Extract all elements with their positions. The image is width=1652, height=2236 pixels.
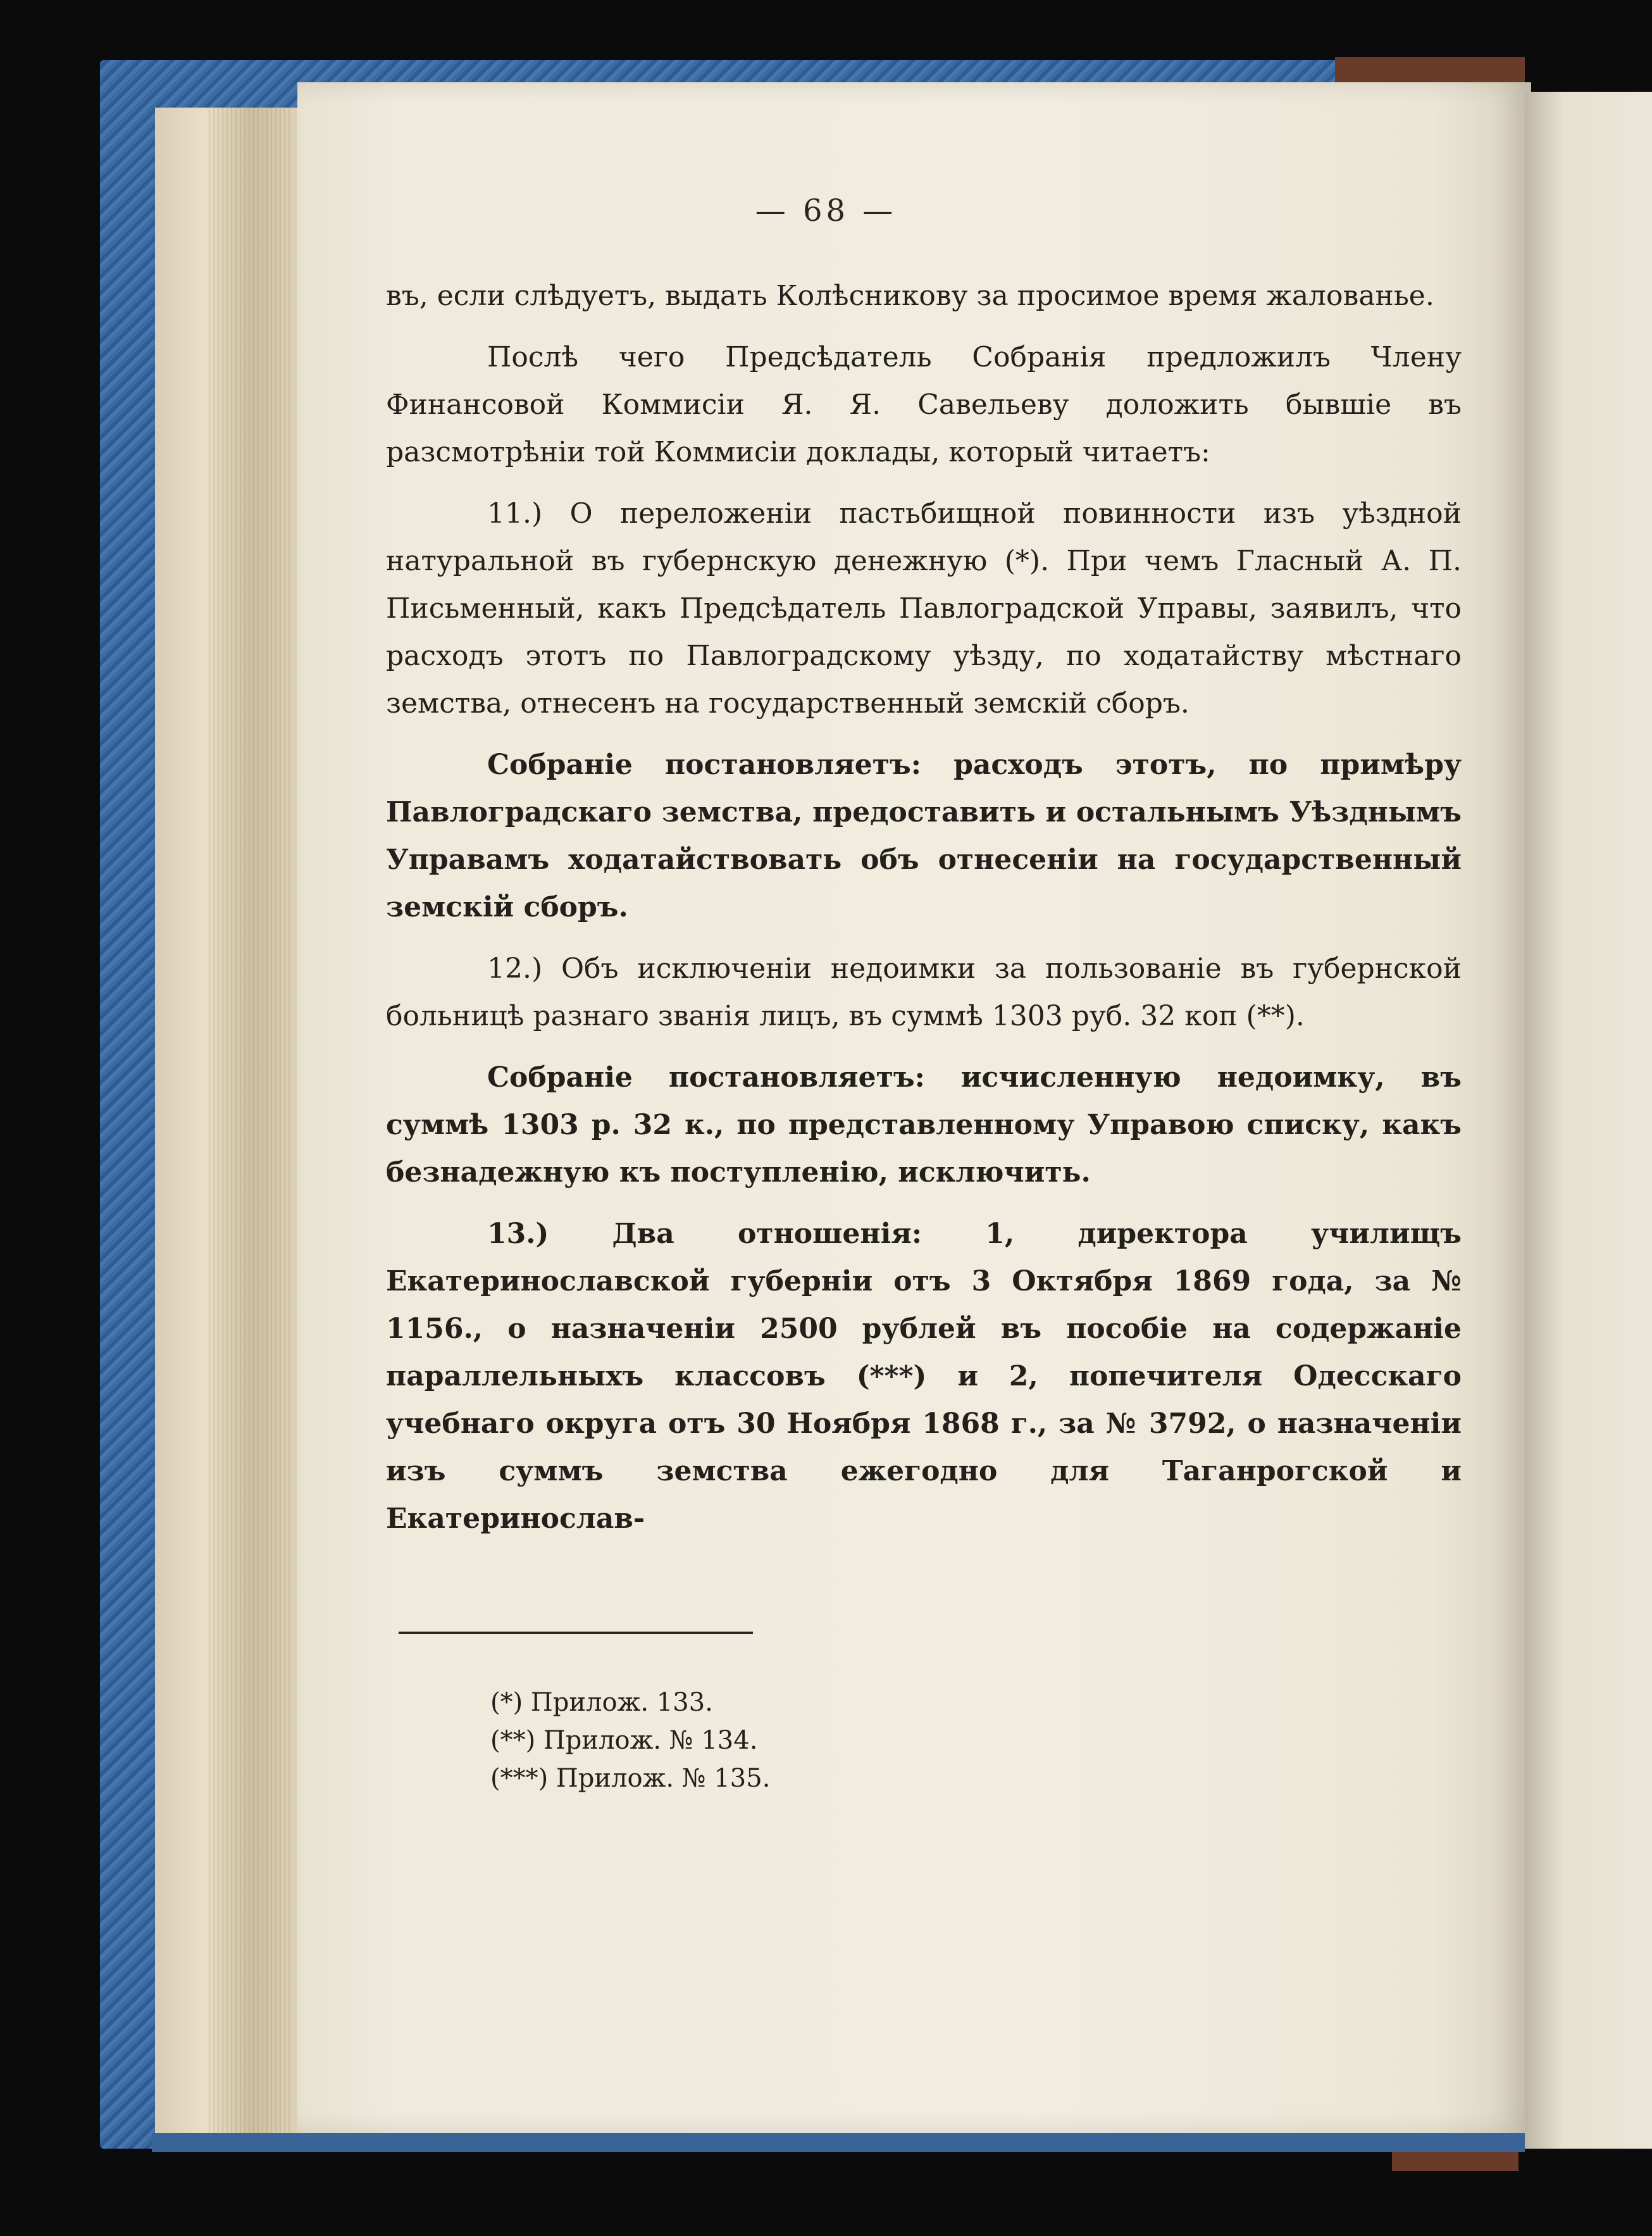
page-number: — 68 —: [755, 193, 897, 228]
cover-edge: [152, 2133, 1525, 2152]
facing-page-edge: [1525, 92, 1652, 2149]
footnote: (***) Прилож. № 135.: [490, 1764, 771, 1793]
footnote: (*) Прилож. 133.: [490, 1688, 713, 1717]
resolution-paragraph: Собраніе постановляетъ: расходъ этотъ, по примѣру Павлоградскаго земства, предоставить и остальнымъ Уѣзднымъ Управамъ ходатайствовать объ отнесеніи на государственный земскій сборъ.: [386, 749, 1462, 923]
paragraph: 13.) Два отношенія: 1, директора училищъ Екатеринославской губерніи отъ 3 Октября 1869 года, за № 1156., о назначеніи 2500 рублей въ пособіе на содержаніе параллельныхъ классовъ (***) и 2, попечителя Одесскаго учебнаго округа отъ 30 Ноября 1868 г., за № 3792, о назначеніи изъ суммъ земства ежегодно для Таганрогской и Екатеринослав-: [386, 1218, 1462, 1535]
page-stack-lines: [209, 108, 291, 2133]
resolution-paragraph: Собраніе постановляетъ: исчисленную недоимку, въ суммѣ 1303 р. 32 к., по представленному Управою списку, какъ безнадежную къ поступленію, исключить.: [386, 1061, 1462, 1189]
page-body: [386, 272, 1462, 1556]
paragraph: Послѣ чего Предсѣдатель Собранія предложилъ Члену Финансовой Коммисіи Я. Я. Савельеву доложить бывшіе въ разсмотрѣніи той Коммисіи доклады, который читаетъ:: [386, 341, 1462, 468]
paragraph: 12.) Объ исключеніи недоимки за пользованіе въ губернской больницѣ разнаго званія лицъ, въ суммѣ 1303 руб. 32 коп (**).: [386, 952, 1462, 1032]
footnote-divider: [399, 1632, 753, 1634]
paragraph: 11.) О переложеніи пастьбищной повинности изъ уѣздной натуральной въ губернскую денежную (*). При чемъ Гласный А. П. Письменный, какъ Предсѣдатель Павлоградской Управы, заявилъ, что расходъ этотъ по Павлоградскому уѣзду, по ходатайству мѣстнаго земства, отнесенъ на государственный земскій сборъ.: [386, 497, 1462, 720]
paragraph: въ, если слѣдуетъ, выдать Колѣсникову за просимое время жалованье.: [386, 280, 1434, 312]
footnotes: [490, 1683, 770, 1797]
footnote: (**) Прилож. № 134.: [490, 1726, 758, 1755]
